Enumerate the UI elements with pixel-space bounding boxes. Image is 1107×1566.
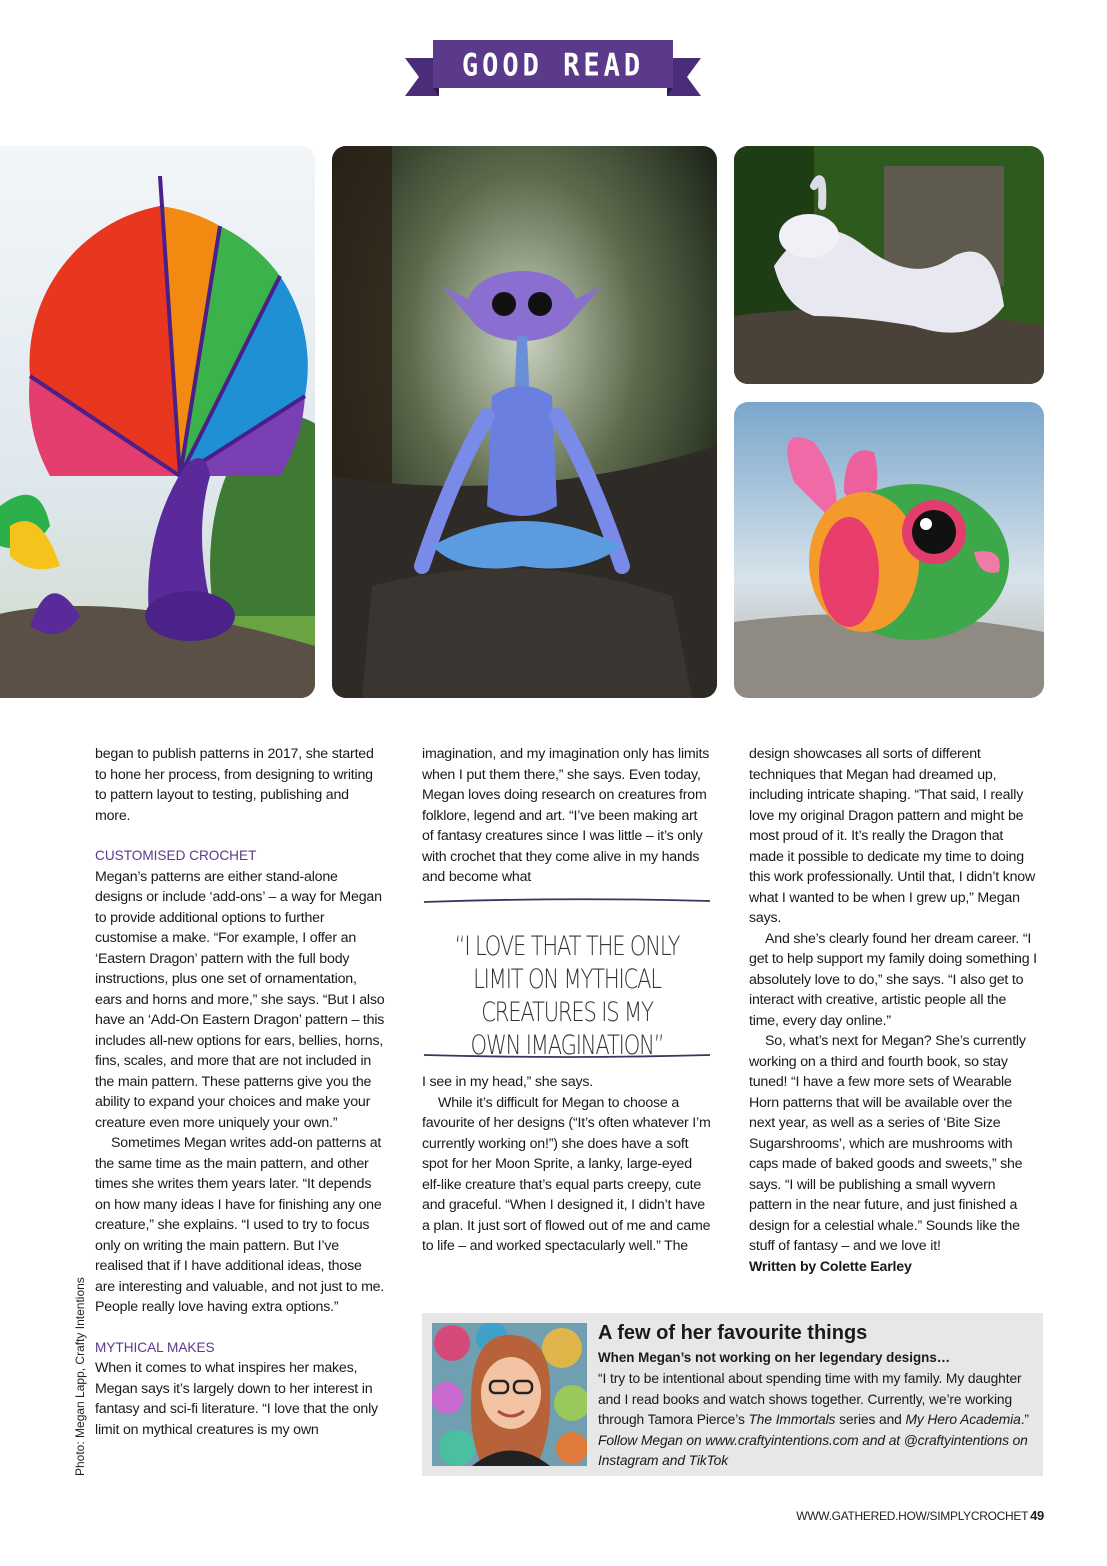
book-title: The Immortals [748,1412,836,1427]
subheading-mythical-makes: MYTHICAL MAKES [95,1339,215,1355]
paragraph: design showcases all sorts of different techniques that Megan had dreamed up, including intricate shaping. “That said, I really love my original Dragon pattern and might be most proud of it. It’s really the Dragon that made it possible to dedicate my time to doing this work professionally. Until that, I didn’t know what I wanted to be when I grew up,” Megan says. [749,746,1036,926]
page-footer [796,1508,1044,1523]
box-body-text: “I try to be intentional about spending time with my family. My daughter and I read books and watch shows together. Currently, we’re working through Tamora Pierce’s [598,1371,1022,1427]
footer-url: WWW.GATHERED.HOW/SIMPLYCROCHET [796,1509,1029,1523]
favourite-things-box [422,1313,1043,1476]
pull-quote: “I LOVE THAT THE ONLY LIMIT ON MYTHICAL CREATURES IS MY OWN IMAGINATION” [454,931,680,1061]
text-column-1 [95,744,385,1440]
box-title: A few of her favourite things [598,1322,868,1344]
show-title: My Hero Academia [905,1412,1021,1427]
subheading-customised-crochet: CUSTOMISED CROCHET [95,848,257,863]
paragraph: Sometimes Megan writes add-on patterns at the same time as the main pattern, and other times she writes them years later. “It depends on how many ideas I have for finishing any one creature,” she explains. “I used to try to focus only on writing the main pattern. But I’ve realised that if I have additional ideas, those are interesting and valuable, and not just to me. People really love having extra options.” [95,1135,385,1315]
box-subtitle: When Megan’s not working on her legendary designs… [598,1350,951,1365]
pullquote-rule-top [422,894,712,906]
box-body-text: .” [1020,1412,1029,1427]
photo-moon-sprite [332,146,717,698]
pullquote-rule-bottom [422,1050,712,1062]
page-number: 49 [1030,1508,1044,1523]
paragraph: imagination, and my imagination only has limits when I put them there,” she says. Even today, Megan loves doing research on creatures from folklore, legend and art. “I’ve been making art of fantasy creatures since I was little – it’s only with crochet that they come alive in my hands and become what [422,746,710,885]
paragraph: began to publish patterns in 2017, she started to hone her process, from designing to writing to pattern layout to testing, publishing and more. [95,746,374,824]
section-banner [405,38,701,100]
photo-credit: Photo: Megan Lapp, Crafty Intentions [73,1277,87,1476]
paragraph: Megan’s patterns are either stand-alone designs or include ‘add-ons’ – a way for Megan to provide additional options to further customise a make. “For example, I offer an ‘Eastern Dragon’ pattern with the full body instructions, plus one set of ornamentation, ears and horns and more,” she says. “But I also have an ‘Add-On Eastern Dragon’ pattern – this includes all-new options for ears, bellies, horns, fins, scales, and more that are not included in the main pattern. These patterns give you the ability to expand your choices and make your creature even more uniquely your own.” [95,868,385,1131]
paragraph: So, what’s next for Megan? She’s currently working on a third and fourth book, so stay tuned! “I have a few more sets of Wearable Horn patterns that will be available over the next year, as well as a series of ‘Bite Size Sugarshrooms’, which are mushrooms with caps made of baked goods and sweets,” she says. “I will be publishing a small wyvern pattern in the near future, and just finished a design for a celestial whale.” Sounds like the stuff of fantasy – and we love it! [749,1033,1026,1254]
box-body [598,1369,1038,1472]
text-column-3 [749,744,1039,1277]
paragraph: And she’s clearly found her dream career. “I get to help support my family doing something I absolutely love to do,” she says. “I also get to interact with creative, artistic people all the time, every day online.” [749,930,1037,1029]
photo-eastern-dragon [734,146,1044,384]
photo-rainbow-dragon [0,146,315,698]
banner-label: GOOD READ [461,47,645,84]
follow-info: Follow Megan on www.craftyintentions.com and at @craftyintentions on Instagram and TikTok [598,1432,1028,1468]
portrait-photo [432,1323,587,1466]
photo-wearable-creature [734,402,1044,698]
byline: Written by Colette Earley [749,1258,912,1275]
box-body-text: series and [835,1412,906,1427]
text-column-2-continued [422,1072,712,1257]
paragraph: I see in my head,” she says. [422,1074,594,1090]
text-column-2 [422,744,712,888]
paragraph: While it’s difficult for Megan to choose a favourite of her designs (“It’s often whatever I’m currently working on!”) she does have a soft spot for her Moon Sprite, a lanky, large-eyed elf-like creature that’s equal parts creepy, cute and graceful. “When I designed it, I didn’t have a plan. It just sort of flowed out of me and came to life – and worked spectacularly well.” The [422,1094,711,1254]
paragraph: When it comes to what inspires her makes, Megan says it’s largely down to her interest in fantasy and sci-fi literature. “I love that the only limit on mythical creatures is my own [95,1360,378,1438]
